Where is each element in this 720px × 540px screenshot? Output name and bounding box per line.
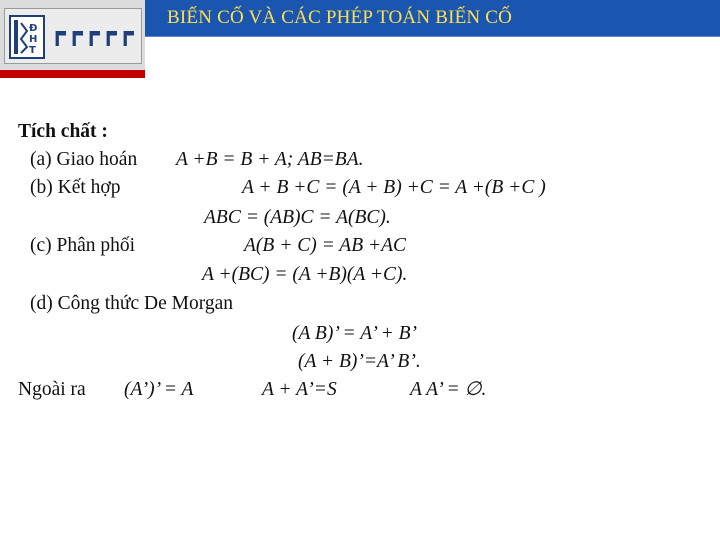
property-a-label: (a) Giao hoán xyxy=(30,149,138,170)
section-heading: Tích chất : xyxy=(18,121,108,142)
flag-icon xyxy=(87,31,100,46)
property-d-formula-1: (A B)’ = A’ + B’ xyxy=(292,323,418,344)
flag-icon xyxy=(104,31,117,46)
property-c-formula-2: A +(BC) = (A +B)(A +C). xyxy=(202,264,408,285)
title-divider xyxy=(145,36,720,37)
property-b-formula-2: ABC = (AB)C = A(BC). xyxy=(204,207,391,228)
page-title: BIẾN CỐ VÀ CÁC PHÉP TOÁN BIẾN CỐ xyxy=(167,7,513,28)
extra-formula-1: (A’)’ = A xyxy=(124,379,194,400)
extra-formula-2: A + A’=S xyxy=(262,379,337,400)
property-b-formula-1: A + B +C = (A + B) +C = A +(B +C ) xyxy=(242,177,546,198)
property-c-label: (c) Phân phối xyxy=(30,235,136,256)
logo-accent-bar xyxy=(0,70,145,78)
logo-frame xyxy=(4,8,142,64)
logo-panel xyxy=(0,0,145,70)
logo-flags-icon xyxy=(53,31,134,46)
svg-text:Đ: Đ xyxy=(29,23,38,34)
extra-formula-3: A A’ = ∅. xyxy=(410,379,487,400)
property-b-label: (b) Kết hợp xyxy=(30,177,121,198)
property-d-formula-2: (A + B)’=A’ B’. xyxy=(298,351,421,372)
property-d-label: (d) Công thức De Morgan xyxy=(30,293,234,314)
title-bar xyxy=(145,0,720,36)
property-c-formula-1: A(B + C) = AB +AC xyxy=(244,235,407,256)
svg-text:T: T xyxy=(29,45,36,56)
flag-icon xyxy=(53,31,66,46)
extra-label: Ngoài ra xyxy=(18,379,86,400)
university-logo-icon xyxy=(9,15,45,59)
svg-text:H: H xyxy=(29,34,38,45)
flag-icon xyxy=(121,31,134,46)
flag-icon xyxy=(70,31,83,46)
property-a-formula: A +B = B + A; AB=BA. xyxy=(176,149,364,170)
